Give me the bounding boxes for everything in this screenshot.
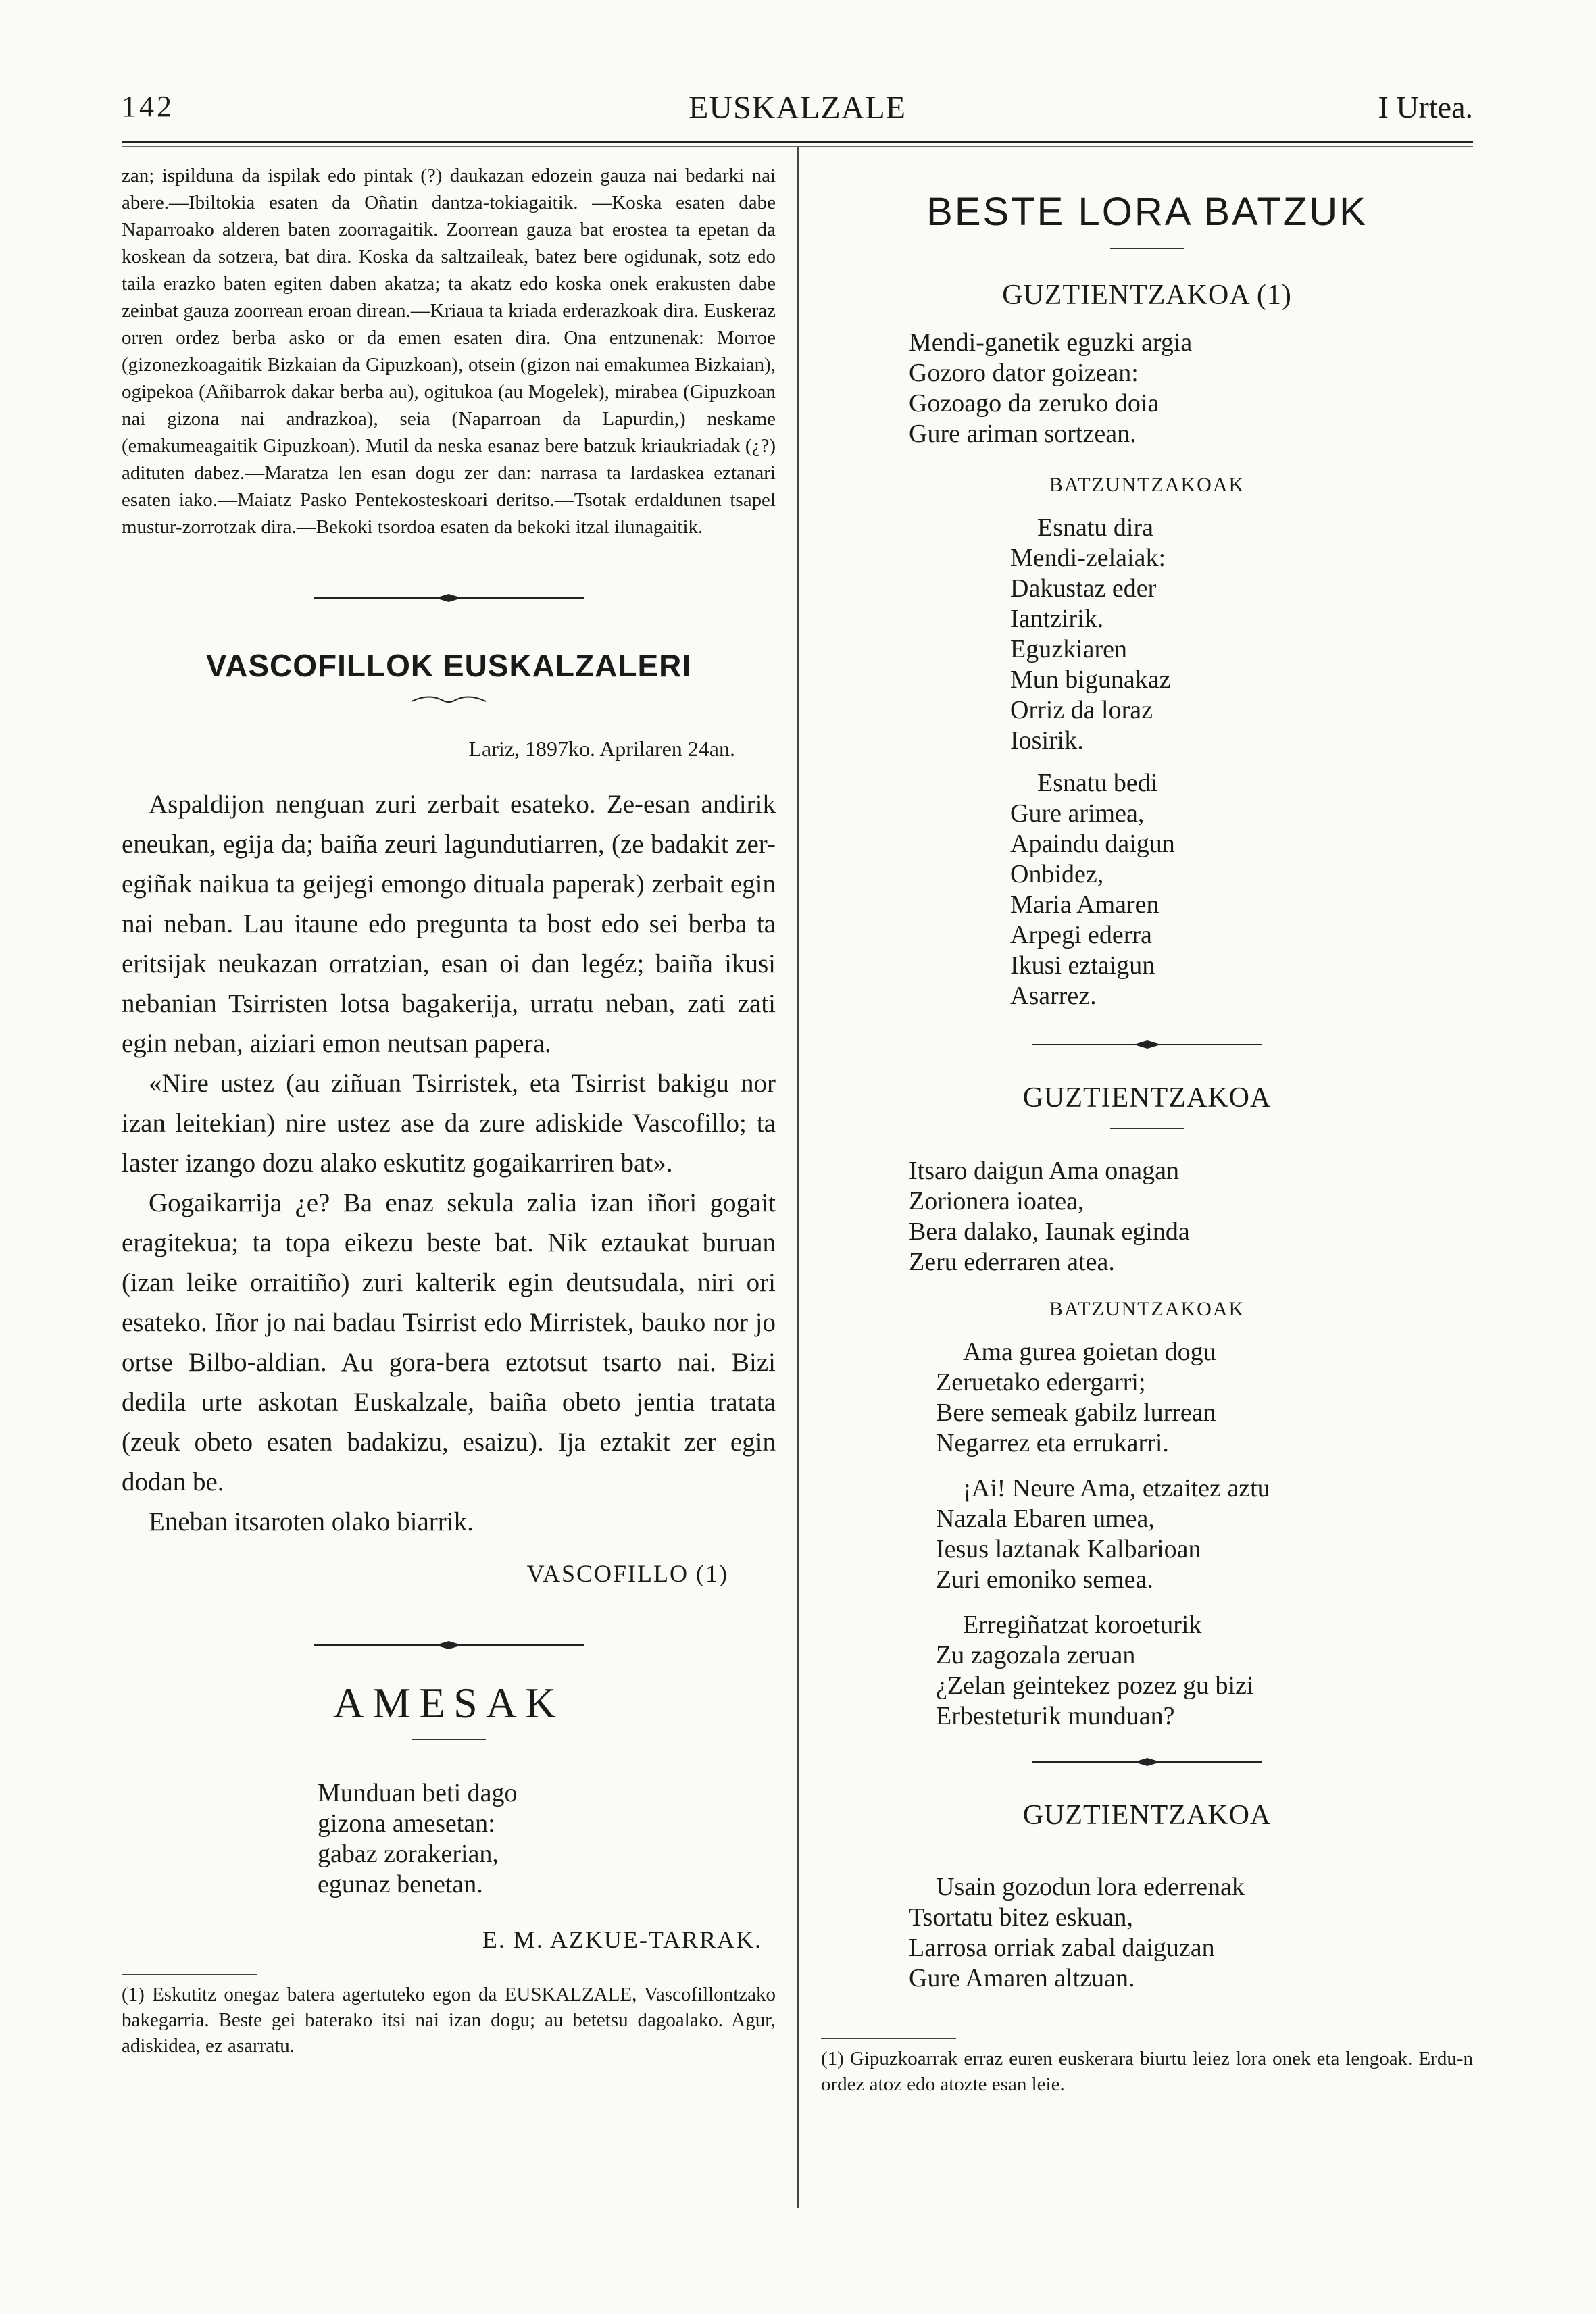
part1-sub-heading: BATZUNTZAKOAK [1049, 474, 1245, 496]
poem-line: Zuri emoniko semea. [936, 1565, 1153, 1594]
letter-title: VASCOFILLOK EUSKALZALERI [205, 648, 692, 683]
part1-stanza-1 [1010, 513, 1473, 756]
poem-line: Ama gurea goietan dogu [963, 1338, 1216, 1366]
poem-line: Esnatu bedi [1037, 769, 1158, 797]
divider-ornament [307, 1635, 591, 1655]
poem-line: gizona amesetan: [318, 1809, 495, 1838]
section-title: BESTE LORA BATZUK [926, 190, 1368, 234]
part3-poem [909, 1872, 1473, 1994]
part2-stanza-1 [936, 1337, 1473, 1459]
poem-line: Apaindu daigun [1010, 830, 1175, 858]
poem-line: Bere semeak gabilz lurrean [936, 1399, 1216, 1427]
poem-line: Gure ariman sortzean. [909, 420, 1137, 448]
poem-line: Munduan beti dago [318, 1779, 518, 1807]
poem-line: Negarrez eta errukarri. [936, 1429, 1169, 1457]
footnote-right: (1) Gipuzkoarrak erraz euren euskerara biurtu leiez lora onek eta lengoak. Erdu-n ordez atoz edo atozte esan leie. [821, 2048, 1473, 2095]
letter-paragraph: «Nire ustez (au ziñuan Tsirristek, eta Tsirrist bakigu nor izan leitekian) nire ustez ase da zure adiskide Vascofillo; ta laster izango dozu alako eskutitz gogaikarriren bat». [122, 1069, 776, 1178]
flourish-icon [408, 693, 489, 707]
column-divider [797, 147, 799, 2208]
poem-line: Erregiñatzat koroeturik [963, 1611, 1202, 1639]
poem-line: Gure arimea, [1010, 799, 1145, 828]
part3-heading: GUZTIENTZAKOA [1022, 1800, 1272, 1831]
poem-line: Dakustaz eder [1010, 574, 1157, 603]
poem-line: Usain gozodun lora ederrenak [936, 1873, 1245, 1901]
poem-line: Mendi-ganetik eguzki argia [909, 328, 1193, 357]
continued-paragraph [122, 162, 776, 540]
running-title: EUSKALZALE [689, 90, 906, 126]
poem-line: Bera dalako, Iaunak eginda [909, 1217, 1190, 1246]
poem-line: Nazala Ebaren umea, [936, 1505, 1155, 1533]
poem-line: Maria Amaren [1010, 890, 1159, 919]
footnote-rule [821, 2038, 956, 2039]
part2-poem [909, 1156, 1473, 1278]
poem-line: Zu zagozala zeruan [936, 1641, 1136, 1669]
poem-line: Gozoro dator goizean: [909, 359, 1139, 387]
section-title-rule [1110, 248, 1184, 249]
poem-line: Eguzkiaren [1010, 635, 1128, 663]
poem-line: Itsaro daigun Ama onagan [909, 1157, 1179, 1185]
poem-body [318, 1778, 776, 1900]
part2-stanza-2 [936, 1474, 1473, 1595]
footnote-rule [122, 1974, 257, 1975]
part1-heading: GUZTIENTZAKOA (1) [1002, 280, 1292, 311]
poem-line: Zeruetako edergarri; [936, 1368, 1146, 1397]
part1-poem [909, 328, 1473, 449]
letter-body [122, 784, 776, 1542]
poem-line: Iosirik. [1010, 726, 1084, 755]
divider-ornament [1026, 1752, 1269, 1772]
footnote-left: (1) Eskutitz onegaz batera agertuteko egon da EUSKALZALE, Vascofillontzako bakegarria. Beste gei baterako itsi nai izan dogu; au betetsu dagoalako. Agur, adiskidea, ez asarratu. [122, 1984, 776, 2057]
poem-line: Iesus laztanak Kalbarioan [936, 1535, 1201, 1563]
part2-heading: GUZTIENTZAKOA [1022, 1082, 1272, 1113]
poem-line: Ikusi eztaigun [1010, 951, 1155, 980]
poem-line: ¿Zelan geintekez pozez gu bizi [936, 1671, 1254, 1700]
poem-line: Larrosa orriak zabal daiguzan [909, 1934, 1215, 1962]
header-rule-thin [122, 146, 1473, 147]
glossary-text: zan; ispilduna da ispilak edo pintak (?) daukazan edozein gauza nai bedarki nai abere.—Ibiltokia esaten da Oñatin dantza-tokiagaitik. —Koska esaten dabe Naparroako alderen baten zoorragaitik. Zoorrean gauza bat erostea ta epetan da koskean da sotzera, bat dira. Koska da saltzaileak, batez bere ogidunak, sotz edo taila erazko baten egiten daben akatza; ta akatz edo koska onek erakusten dabe zeinbat gauza zoorrean eroan direan.—Kriaua ta kriada erderazkoak dira. Euskeraz orren ordez berba asko or da emen esaten dira. Ona entzunenak: Morroe (gizonezkoagaitik Bizkaian da Gipuzkoan), otsein (gizon nai emakumea Bizkaian), ogipekoa (Añibarrok dakar berba au), ogitukoa (au Mogelek), mirabea (Gipuzkoan nai gizona nai andrazkoa), seia (Naparroan da Lapurdin,) neskame (emakumeagaitik Gipuzkoan). Mutil da neska esanaz bere batzuk kriaukriadak (¿?) adituten dabez.—Maratza len esan dogu zer dan: narrasa ta lardaskea eztanari esaten iako.—Maiatz Pasko Pentekosteskoari deritso.—Tsotak erdaldunen tsapel mustur-zorrotzak dira.—Bekoki tsordoa esaten da bekoki itzal ilunagaitik. [122, 165, 776, 538]
volume-label: I Urtea. [1378, 90, 1473, 124]
letter-paragraph: Aspaldijon nenguan zuri zerbait esateko. Ze-esan andirik eneukan, egija da; baiña zeuri lagundutiarren, (ze badakit zer-egiñak naikua ta geijegi emongo ditualа paperak) zerbait egin nai neban. Lau itaune edo pregunta ta bost edo sei berba ta eritsijak neukazan orratzian, esan oi dan legéz; baiña ikusi nebanian Tsirristen lotsa bagakerija, urratu neban, zati zati egin neban, aiziari emon neutsan papera. [122, 790, 776, 1058]
poem-line: egunaz benetan. [318, 1870, 483, 1898]
letter-paragraph: Eneban itsaroten olako biarrik. [149, 1507, 474, 1536]
right-column [821, 162, 1473, 2097]
poem-line: ¡Ai! Neure Ama, etzaitez aztu [963, 1474, 1270, 1503]
poem-line: Onbidez, [1010, 860, 1104, 888]
poem-signature: E. M. AZKUE-TARRAK. [482, 1926, 762, 1953]
poem-line: Iantzirik. [1010, 605, 1104, 633]
poem-line: Zeru ederraren atea. [909, 1248, 1115, 1276]
running-header [122, 89, 1473, 143]
page-number: 142 [122, 90, 174, 123]
poem-line: gabaz zorakerian, [318, 1840, 499, 1868]
part2-stanza-3 [936, 1610, 1473, 1732]
divider-ornament [1026, 1034, 1269, 1055]
part2-heading-rule [1110, 1128, 1184, 1129]
poem-line: Mun bigunakaz [1010, 665, 1171, 694]
header-rule [122, 141, 1473, 143]
left-column [122, 162, 776, 2059]
poem-line: Gure Amaren altzuan. [909, 1964, 1135, 1992]
letter-signature: VASCOFILLO (1) [526, 1560, 728, 1587]
poem-line: Mendi-zelaiak: [1010, 544, 1166, 572]
poem-line: Tsortatu bitez eskuan, [909, 1903, 1133, 1932]
letter-paragraph: Gogaikarrija ¿e? Ba enaz sekula zalia izan iñori gogait eragitekua; ta topa eikezu beste bat. Nik eztaukat buruan (izan leike orraitiño) zuri kalterik egin deutsudala, niri ori esateko. Iñor jo nai badau Tsirrist edo Mirristek, bauko nor jo ortse Bilbo-aldian. Au gora-bera eztotsut tsarto nai. Bizi dedila urte askotan Euskalzale, baiña obeto jentia tratata (zeuk obeto esaten badakizu, esaizu). Ija eztakit zer egin dodan be. [122, 1188, 776, 1496]
poem-line: Gozoago da zeruko doia [909, 389, 1159, 418]
part1-stanza-2 [1010, 768, 1473, 1011]
letter-dateline: Lariz, 1897ko. Aprilaren 24an. [468, 736, 735, 761]
poem-line: Orriz da loraz [1010, 696, 1153, 724]
part2-sub-heading: BATZUNTZAKOAK [1049, 1298, 1245, 1320]
divider-ornament [307, 588, 591, 608]
poem-title: AMESAK [332, 1679, 565, 1727]
poem-line: Erbesteturik munduan? [936, 1702, 1175, 1730]
poem-line: Asarrez. [1010, 982, 1097, 1010]
poem-line: Zorionera ioatea, [909, 1187, 1084, 1215]
poem-line: Esnatu dira [1037, 513, 1154, 542]
poem-line: Arpegi ederra [1010, 921, 1152, 949]
poem-title-rule [412, 1739, 486, 1740]
